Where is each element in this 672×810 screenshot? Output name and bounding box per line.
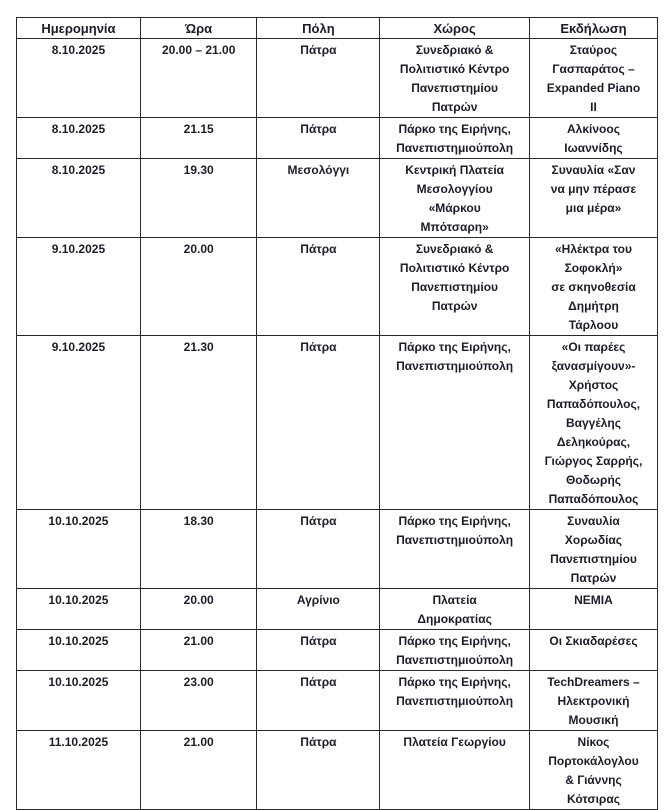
cell-event-line: «Ηλέκτρα του bbox=[555, 242, 632, 256]
cell-date: 10.10.2025 bbox=[17, 510, 141, 589]
table-header-row bbox=[17, 18, 658, 39]
cell-event bbox=[529, 336, 657, 510]
cell-event-line: Γασπαράτος – bbox=[552, 62, 635, 76]
cell-venue bbox=[380, 510, 530, 589]
cell-city: Πάτρα bbox=[257, 336, 380, 510]
cell-event-line: Ηλεκτρονική bbox=[557, 694, 630, 708]
cell-event bbox=[529, 510, 657, 589]
cell-event-line: Μουσική bbox=[568, 713, 619, 727]
table-row bbox=[17, 238, 658, 336]
cell-event bbox=[529, 589, 657, 630]
cell-venue-line: Πανεπιστημιούπολη bbox=[396, 141, 514, 155]
cell-venue bbox=[380, 630, 530, 671]
cell-venue bbox=[380, 731, 530, 810]
table-row bbox=[17, 118, 658, 159]
cell-event-line: Χρήστος bbox=[568, 378, 619, 392]
cell-venue-line: Πανεπιστημίου bbox=[411, 81, 499, 95]
cell-event-line: μια μέρα» bbox=[565, 201, 622, 215]
cell-city: Μεσολόγγι bbox=[257, 159, 380, 238]
cell-time: 20.00 bbox=[140, 238, 257, 336]
cell-event-line: Expanded Piano bbox=[546, 81, 641, 95]
cell-venue bbox=[380, 159, 530, 238]
cell-city: Πάτρα bbox=[257, 671, 380, 731]
cell-event-line: Κότσιρας bbox=[566, 792, 620, 806]
cell-venue-line: Κεντρική Πλατεία bbox=[405, 163, 505, 177]
table-row bbox=[17, 630, 658, 671]
cell-event-line: Δημήτρη bbox=[568, 299, 619, 313]
cell-event bbox=[529, 238, 657, 336]
cell-venue-line: Πάρκο της Ειρήνης, bbox=[398, 675, 511, 689]
table-row bbox=[17, 731, 658, 810]
cell-event-line: II bbox=[590, 100, 597, 114]
cell-city: Πάτρα bbox=[257, 238, 380, 336]
cell-event-line: Τάρλοου bbox=[568, 318, 619, 332]
cell-venue bbox=[380, 238, 530, 336]
cell-event-line: TechDreamers – bbox=[547, 675, 640, 689]
cell-event-line: ΝΕΜΙΑ bbox=[574, 593, 613, 607]
cell-city: Πάτρα bbox=[257, 39, 380, 118]
cell-venue bbox=[380, 118, 530, 159]
cell-venue-line: Μεσολογγίου bbox=[416, 182, 493, 196]
cell-event-line: Σοφοκλή» bbox=[564, 261, 623, 275]
cell-time: 21.15 bbox=[140, 118, 257, 159]
cell-venue-line: Πλατεία Γεωργίου bbox=[403, 735, 506, 749]
cell-city: Πάτρα bbox=[257, 510, 380, 589]
cell-venue-line: Πανεπιστημιούπολη bbox=[396, 533, 514, 547]
cell-event-line: Πορτοκάλογλου bbox=[548, 754, 639, 768]
cell-city: Αγρίνιο bbox=[257, 589, 380, 630]
cell-time: 21.30 bbox=[140, 336, 257, 510]
cell-venue bbox=[380, 336, 530, 510]
cell-venue-line: Πατρών bbox=[431, 299, 478, 313]
cell-date: 9.10.2025 bbox=[17, 336, 141, 510]
cell-time: 20.00 – 21.00 bbox=[140, 39, 257, 118]
cell-venue-line: Πανεπιστημίου bbox=[411, 280, 499, 294]
cell-venue-line: Συνεδριακό & bbox=[415, 242, 494, 256]
cell-event-line: Οι Σκιαδαρέσες bbox=[549, 634, 638, 648]
cell-venue bbox=[380, 589, 530, 630]
cell-city: Πάτρα bbox=[257, 731, 380, 810]
table-row bbox=[17, 159, 658, 238]
cell-venue-line: «Μάρκου bbox=[428, 201, 481, 215]
cell-event-line: Πανεπιστημίου bbox=[550, 552, 637, 566]
cell-event-line: Δεληκούρας, bbox=[556, 435, 631, 449]
cell-event-line: Σταύρος bbox=[569, 43, 618, 57]
cell-event-line: «Οι παρέες bbox=[561, 340, 626, 354]
header-event: Εκδήλωση bbox=[529, 18, 657, 39]
cell-time: 21.00 bbox=[140, 630, 257, 671]
cell-event-line: σε σκηνοθεσία bbox=[551, 280, 636, 294]
events-schedule-table bbox=[16, 17, 658, 810]
cell-event-line: Παπαδόπουλος bbox=[548, 492, 639, 506]
cell-venue-line: Πανεπιστημιούπολη bbox=[396, 653, 514, 667]
cell-venue-line: Πλατεία bbox=[432, 593, 477, 607]
cell-venue-line: Πάρκο της Ειρήνης, bbox=[398, 514, 511, 528]
cell-venue-line: Πάρκο της Ειρήνης, bbox=[398, 122, 511, 136]
cell-event-line: να μην πέρασε bbox=[550, 182, 637, 196]
cell-event bbox=[529, 630, 657, 671]
table-row bbox=[17, 671, 658, 731]
cell-date: 10.10.2025 bbox=[17, 671, 141, 731]
cell-event-line: Ιωαννίδης bbox=[564, 141, 623, 155]
cell-venue-line: Πολιτιστικό Κέντρο bbox=[399, 261, 510, 275]
cell-venue-line: Συνεδριακό & bbox=[415, 43, 494, 57]
cell-event-line: Νίκος bbox=[577, 735, 610, 749]
cell-event bbox=[529, 118, 657, 159]
cell-date: 11.10.2025 bbox=[17, 731, 141, 810]
cell-event-line: Συναυλία bbox=[567, 514, 620, 528]
cell-event-line: ξανασμίγουν»- bbox=[551, 359, 636, 373]
cell-event bbox=[529, 39, 657, 118]
cell-event-line: Αλκίνοος bbox=[567, 122, 620, 136]
header-venue: Χώρος bbox=[380, 18, 530, 39]
cell-venue bbox=[380, 671, 530, 731]
cell-venue-line: Πάρκο της Ειρήνης, bbox=[398, 634, 511, 648]
cell-date: 9.10.2025 bbox=[17, 238, 141, 336]
cell-venue-line: Πολιτιστικό Κέντρο bbox=[399, 62, 510, 76]
cell-time: 20.00 bbox=[140, 589, 257, 630]
cell-event-line: Βαγγέλης bbox=[565, 416, 622, 430]
cell-city: Πάτρα bbox=[257, 118, 380, 159]
table-row bbox=[17, 589, 658, 630]
cell-event bbox=[529, 159, 657, 238]
cell-event-line: Συναυλία «Σαν bbox=[551, 163, 636, 177]
cell-event bbox=[529, 671, 657, 731]
cell-time: 23.00 bbox=[140, 671, 257, 731]
cell-venue-line: Δημοκρατίας bbox=[417, 612, 492, 626]
cell-event-line: Θοδωρής bbox=[565, 473, 622, 487]
cell-event-line: Χορωδίας bbox=[564, 533, 623, 547]
header-date: Ημερομηνία bbox=[17, 18, 141, 39]
cell-date: 10.10.2025 bbox=[17, 589, 141, 630]
cell-date: 8.10.2025 bbox=[17, 118, 141, 159]
cell-event-line: Παπαδόπουλος, bbox=[546, 397, 641, 411]
cell-event bbox=[529, 731, 657, 810]
cell-venue-line: Πάρκο της Ειρήνης, bbox=[398, 340, 511, 354]
table-body bbox=[17, 39, 658, 810]
cell-event-line: & Γιάννης bbox=[565, 773, 622, 787]
cell-venue bbox=[380, 39, 530, 118]
header-time: Ώρα bbox=[140, 18, 257, 39]
cell-venue-line: Πατρών bbox=[431, 100, 478, 114]
table-row bbox=[17, 510, 658, 589]
cell-venue-line: Πανεπιστημιούπολη bbox=[396, 694, 514, 708]
table-row bbox=[17, 336, 658, 510]
cell-date: 8.10.2025 bbox=[17, 39, 141, 118]
cell-date: 8.10.2025 bbox=[17, 159, 141, 238]
cell-event-line: Πατρών bbox=[570, 571, 617, 585]
cell-venue-line: Πανεπιστημιούπολη bbox=[396, 359, 514, 373]
cell-time: 19.30 bbox=[140, 159, 257, 238]
header-city: Πόλη bbox=[257, 18, 380, 39]
cell-time: 18.30 bbox=[140, 510, 257, 589]
cell-city: Πάτρα bbox=[257, 630, 380, 671]
cell-event-line: Γιώργος Σαρρής, bbox=[544, 454, 643, 468]
table-row bbox=[17, 39, 658, 118]
cell-venue-line: Μπότσαρη» bbox=[420, 220, 489, 234]
cell-date: 10.10.2025 bbox=[17, 630, 141, 671]
cell-time: 21.00 bbox=[140, 731, 257, 810]
